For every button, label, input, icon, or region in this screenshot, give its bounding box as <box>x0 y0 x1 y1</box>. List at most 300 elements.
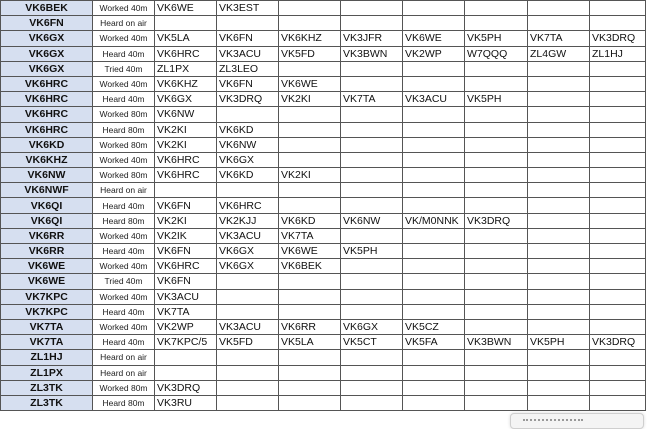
status-cell: Worked 40m <box>93 228 155 243</box>
contact-cell: VK/M0NNK <box>403 213 465 228</box>
status-cell: Worked 80m <box>93 137 155 152</box>
callsign-cell: VK6FN <box>1 16 93 31</box>
contact-cell <box>465 168 528 183</box>
contact-cell <box>403 168 465 183</box>
contact-cell: VK2KI <box>155 122 217 137</box>
callsign-cell: VK6KHZ <box>1 152 93 167</box>
contact-cell <box>279 137 341 152</box>
table-row <box>1 319 646 334</box>
table-row <box>1 213 646 228</box>
contact-cell <box>590 395 646 410</box>
table-row <box>1 380 646 395</box>
contact-cell <box>279 16 341 31</box>
contact-cell: VK6FN <box>155 244 217 259</box>
contact-cell: VK3BWN <box>341 46 403 61</box>
callsign-cell: VK6NWF <box>1 183 93 198</box>
contact-cell: VK3RU <box>155 395 217 410</box>
contact-cell <box>528 61 590 76</box>
contact-cell <box>341 137 403 152</box>
table-row <box>1 16 646 31</box>
contact-cell: VK3BWN <box>465 335 528 350</box>
callsign-cell: VK6BEK <box>1 1 93 16</box>
status-cell: Tried 40m <box>93 61 155 76</box>
contact-cell: W7QQQ <box>465 46 528 61</box>
contact-cell: VK6HRC <box>155 152 217 167</box>
callsign-cell: VK6RR <box>1 244 93 259</box>
contact-cell <box>528 92 590 107</box>
contact-cell: VK5PH <box>465 92 528 107</box>
contact-cell <box>217 304 279 319</box>
contact-cell <box>341 198 403 213</box>
table-row <box>1 31 646 46</box>
contact-cell: VK5CT <box>341 335 403 350</box>
contact-cell <box>279 380 341 395</box>
contact-cell: VK5FD <box>279 46 341 61</box>
contact-cell <box>217 350 279 365</box>
contact-cell <box>341 274 403 289</box>
table-row <box>1 76 646 91</box>
contact-cell <box>341 380 403 395</box>
contact-cell <box>279 274 341 289</box>
contact-cell <box>465 395 528 410</box>
contact-cell: VK2IK <box>155 228 217 243</box>
contact-cell <box>590 183 646 198</box>
contact-log-body <box>1 1 646 411</box>
contact-cell <box>528 365 590 380</box>
callsign-cell: VK6HRC <box>1 92 93 107</box>
callsign-cell: VK6HRC <box>1 76 93 91</box>
scrollbar-handle[interactable] <box>510 413 644 429</box>
status-cell: Worked 40m <box>93 289 155 304</box>
contact-cell: VK3JFR <box>341 31 403 46</box>
contact-cell: VK3ACU <box>403 92 465 107</box>
contact-cell <box>341 304 403 319</box>
table-row <box>1 350 646 365</box>
contact-cell <box>279 289 341 304</box>
contact-cell <box>465 365 528 380</box>
contact-cell <box>528 152 590 167</box>
table-row <box>1 228 646 243</box>
callsign-cell: ZL1PX <box>1 365 93 380</box>
contact-cell <box>279 304 341 319</box>
contact-cell <box>341 228 403 243</box>
contact-cell <box>279 350 341 365</box>
contact-cell <box>590 365 646 380</box>
contact-cell: VK6WE <box>403 31 465 46</box>
contact-cell <box>465 1 528 16</box>
contact-cell <box>341 350 403 365</box>
contact-cell <box>465 183 528 198</box>
contact-cell <box>590 213 646 228</box>
contact-cell <box>465 16 528 31</box>
contact-cell <box>217 289 279 304</box>
status-cell: Worked 40m <box>93 259 155 274</box>
contact-cell <box>590 350 646 365</box>
contact-cell <box>403 274 465 289</box>
contact-cell <box>528 380 590 395</box>
table-row <box>1 304 646 319</box>
callsign-cell: ZL3TK <box>1 395 93 410</box>
contact-cell <box>279 365 341 380</box>
table-row <box>1 168 646 183</box>
contact-cell: VK7TA <box>279 228 341 243</box>
contact-cell <box>403 365 465 380</box>
table-row <box>1 137 646 152</box>
contact-cell <box>341 183 403 198</box>
contact-cell <box>465 76 528 91</box>
contact-cell <box>528 274 590 289</box>
contact-cell <box>341 289 403 304</box>
callsign-cell: VK6NW <box>1 168 93 183</box>
table-row <box>1 365 646 380</box>
contact-cell: VK2KI <box>155 137 217 152</box>
contact-cell <box>465 228 528 243</box>
contact-cell: VK6KD <box>217 122 279 137</box>
status-cell: Heard 80m <box>93 213 155 228</box>
contact-cell <box>590 122 646 137</box>
contact-cell <box>465 289 528 304</box>
contact-cell: VK6FN <box>217 31 279 46</box>
contact-cell <box>217 274 279 289</box>
contact-cell: VK6GX <box>341 319 403 334</box>
contact-cell: VK7TA <box>155 304 217 319</box>
callsign-cell: VK6GX <box>1 61 93 76</box>
contact-cell: VK3ACU <box>217 228 279 243</box>
contact-cell <box>341 259 403 274</box>
contact-cell: VK6NW <box>155 107 217 122</box>
contact-cell <box>403 152 465 167</box>
contact-cell <box>590 16 646 31</box>
contact-cell <box>528 168 590 183</box>
callsign-cell: VK6HRC <box>1 107 93 122</box>
contact-cell <box>403 61 465 76</box>
contact-cell: VK6HRC <box>155 46 217 61</box>
status-cell: Heard 40m <box>93 198 155 213</box>
contact-cell <box>528 198 590 213</box>
contact-cell: VK2KI <box>155 213 217 228</box>
callsign-cell: VK6HRC <box>1 122 93 137</box>
contact-cell <box>590 259 646 274</box>
contact-cell <box>341 395 403 410</box>
callsign-cell: VK7KPC <box>1 289 93 304</box>
contact-cell: ZL1HJ <box>590 46 646 61</box>
status-cell: Heard 40m <box>93 304 155 319</box>
table-row <box>1 289 646 304</box>
contact-cell: VK3ACU <box>155 289 217 304</box>
contact-cell <box>528 183 590 198</box>
contact-cell: ZL4GW <box>528 46 590 61</box>
contact-cell <box>341 1 403 16</box>
contact-cell: ZL1PX <box>155 61 217 76</box>
contact-cell <box>465 152 528 167</box>
callsign-cell: ZL3TK <box>1 380 93 395</box>
contact-cell <box>403 304 465 319</box>
status-cell: Heard on air <box>93 365 155 380</box>
contact-cell <box>465 380 528 395</box>
contact-cell: VK3DRQ <box>155 380 217 395</box>
contact-cell <box>465 319 528 334</box>
contact-cell <box>403 395 465 410</box>
contact-cell: VK6NW <box>217 137 279 152</box>
contact-cell <box>465 137 528 152</box>
status-cell: Worked 40m <box>93 31 155 46</box>
contact-cell <box>590 319 646 334</box>
contact-cell <box>403 122 465 137</box>
contact-cell <box>590 198 646 213</box>
contact-cell <box>528 319 590 334</box>
contact-cell <box>217 365 279 380</box>
contact-cell <box>403 380 465 395</box>
contact-cell <box>590 1 646 16</box>
contact-cell <box>279 395 341 410</box>
contact-cell: VK2KJJ <box>217 213 279 228</box>
contact-cell <box>341 16 403 31</box>
table-row <box>1 107 646 122</box>
contact-cell <box>279 183 341 198</box>
contact-cell <box>590 274 646 289</box>
contact-cell: VK5FA <box>403 335 465 350</box>
callsign-cell: VK7TA <box>1 335 93 350</box>
contact-cell: VK6RR <box>279 319 341 334</box>
contact-cell <box>279 152 341 167</box>
status-cell: Heard 40m <box>93 244 155 259</box>
contact-cell <box>279 122 341 137</box>
contact-cell: VK6FN <box>217 76 279 91</box>
contact-cell <box>465 107 528 122</box>
contact-cell: VK3DRQ <box>465 213 528 228</box>
contact-cell <box>403 1 465 16</box>
callsign-cell: VK6QI <box>1 213 93 228</box>
contact-cell <box>528 304 590 319</box>
status-cell: Heard 80m <box>93 395 155 410</box>
contact-cell: VK6HRC <box>155 168 217 183</box>
contact-cell: VK6KD <box>217 168 279 183</box>
status-cell: Heard on air <box>93 183 155 198</box>
table-row <box>1 335 646 350</box>
contact-cell: VK2WP <box>403 46 465 61</box>
contact-cell <box>590 107 646 122</box>
contact-cell <box>155 183 217 198</box>
table-row <box>1 395 646 410</box>
contact-cell: VK6KHZ <box>279 31 341 46</box>
contact-cell: VK3DRQ <box>590 31 646 46</box>
contact-cell <box>590 152 646 167</box>
contact-cell <box>403 76 465 91</box>
contact-cell: VK6WE <box>155 1 217 16</box>
contact-cell: VK6KD <box>279 213 341 228</box>
contact-cell <box>465 259 528 274</box>
contact-cell: VK3ACU <box>217 46 279 61</box>
status-cell: Heard on air <box>93 16 155 31</box>
contact-cell <box>341 152 403 167</box>
status-cell: Worked 40m <box>93 319 155 334</box>
contact-cell: VK6BEK <box>279 259 341 274</box>
contact-cell: VK3DRQ <box>590 335 646 350</box>
status-cell: Worked 80m <box>93 168 155 183</box>
contact-cell <box>528 244 590 259</box>
status-cell: Worked 40m <box>93 152 155 167</box>
table-row <box>1 122 646 137</box>
contact-cell: VK3ACU <box>217 319 279 334</box>
contact-cell <box>590 244 646 259</box>
table-row <box>1 1 646 16</box>
callsign-cell: VK7KPC <box>1 304 93 319</box>
contact-cell <box>590 137 646 152</box>
contact-cell <box>528 122 590 137</box>
status-cell: Worked 80m <box>93 107 155 122</box>
contact-cell <box>465 198 528 213</box>
contact-cell <box>590 76 646 91</box>
contact-cell <box>528 395 590 410</box>
contact-cell <box>403 137 465 152</box>
contact-cell <box>155 350 217 365</box>
contact-cell <box>403 183 465 198</box>
callsign-cell: VK7TA <box>1 319 93 334</box>
contact-cell <box>403 228 465 243</box>
contact-cell <box>403 289 465 304</box>
callsign-cell: VK6KD <box>1 137 93 152</box>
callsign-cell: ZL1HJ <box>1 350 93 365</box>
contact-cell <box>341 168 403 183</box>
contact-cell <box>528 107 590 122</box>
contact-cell: VK6GX <box>217 244 279 259</box>
contact-cell <box>403 198 465 213</box>
table-row <box>1 198 646 213</box>
contact-cell: VK2KI <box>279 168 341 183</box>
contact-cell: VK6NW <box>341 213 403 228</box>
contact-cell: VK6FN <box>155 274 217 289</box>
contact-cell: VK5PH <box>528 335 590 350</box>
contact-cell <box>528 228 590 243</box>
table-row <box>1 61 646 76</box>
contact-cell <box>217 107 279 122</box>
contact-cell <box>528 76 590 91</box>
status-cell: Worked 40m <box>93 76 155 91</box>
contact-cell <box>341 365 403 380</box>
contact-cell: VK5LA <box>279 335 341 350</box>
contact-cell <box>465 244 528 259</box>
table-row <box>1 274 646 289</box>
contact-cell: VK6HRC <box>217 198 279 213</box>
callsign-cell: VK6RR <box>1 228 93 243</box>
grip-icon <box>523 419 583 423</box>
contact-cell <box>217 395 279 410</box>
contact-cell: VK3EST <box>217 1 279 16</box>
contact-cell <box>465 274 528 289</box>
contact-cell: ZL3LEO <box>217 61 279 76</box>
contact-cell <box>403 259 465 274</box>
contact-cell <box>279 61 341 76</box>
contact-cell: VK5PH <box>465 31 528 46</box>
status-cell: Heard 40m <box>93 92 155 107</box>
contact-cell: VK6WE <box>279 76 341 91</box>
contact-cell <box>590 380 646 395</box>
contact-cell <box>217 380 279 395</box>
contact-cell <box>403 107 465 122</box>
table-row <box>1 92 646 107</box>
contact-cell: VK5LA <box>155 31 217 46</box>
contact-cell: VK7TA <box>528 31 590 46</box>
contact-cell: VK6GX <box>155 92 217 107</box>
contact-cell <box>279 198 341 213</box>
contact-cell <box>217 16 279 31</box>
contact-cell <box>403 350 465 365</box>
contact-cell <box>341 107 403 122</box>
table-row <box>1 183 646 198</box>
contact-cell <box>465 122 528 137</box>
callsign-cell: VK6GX <box>1 31 93 46</box>
status-cell: Heard 80m <box>93 122 155 137</box>
contact-cell <box>279 107 341 122</box>
contact-cell: VK6GX <box>217 152 279 167</box>
contact-cell: VK5FD <box>217 335 279 350</box>
contact-cell: VK5CZ <box>403 319 465 334</box>
contact-cell <box>528 1 590 16</box>
contact-cell: VK2KI <box>279 92 341 107</box>
contact-cell <box>590 289 646 304</box>
contact-cell <box>341 76 403 91</box>
status-cell: Heard 40m <box>93 46 155 61</box>
contact-cell <box>403 16 465 31</box>
contact-cell <box>528 350 590 365</box>
contact-cell: VK7KPC/5 <box>155 335 217 350</box>
table-row <box>1 46 646 61</box>
contact-cell <box>528 16 590 31</box>
contact-cell: VK7TA <box>341 92 403 107</box>
contact-cell <box>590 304 646 319</box>
contact-cell <box>528 137 590 152</box>
callsign-cell: VK6GX <box>1 46 93 61</box>
contact-cell: VK5PH <box>341 244 403 259</box>
contact-cell <box>528 289 590 304</box>
contact-cell: VK3DRQ <box>217 92 279 107</box>
contact-cell: VK6GX <box>217 259 279 274</box>
status-cell: Worked 40m <box>93 1 155 16</box>
contact-cell <box>465 61 528 76</box>
contact-cell: VK2WP <box>155 319 217 334</box>
contact-cell <box>155 365 217 380</box>
contact-cell <box>528 259 590 274</box>
contact-cell: VK6WE <box>279 244 341 259</box>
contact-cell <box>279 1 341 16</box>
contact-cell: VK6KHZ <box>155 76 217 91</box>
callsign-cell: VK6WE <box>1 274 93 289</box>
contact-cell <box>341 122 403 137</box>
contact-cell <box>590 61 646 76</box>
contact-cell: VK6FN <box>155 198 217 213</box>
contact-cell <box>590 228 646 243</box>
contact-cell <box>590 92 646 107</box>
contact-cell <box>403 244 465 259</box>
status-cell: Tried 40m <box>93 274 155 289</box>
contact-cell <box>465 350 528 365</box>
table-row <box>1 152 646 167</box>
contact-cell <box>590 168 646 183</box>
callsign-cell: VK6QI <box>1 198 93 213</box>
contact-cell: VK6HRC <box>155 259 217 274</box>
callsign-cell: VK6WE <box>1 259 93 274</box>
status-cell: Heard 40m <box>93 335 155 350</box>
status-cell: Heard on air <box>93 350 155 365</box>
table-row <box>1 244 646 259</box>
contact-cell <box>528 213 590 228</box>
table-row <box>1 259 646 274</box>
contact-cell <box>155 16 217 31</box>
contact-cell <box>217 183 279 198</box>
contact-cell <box>465 304 528 319</box>
contact-cell <box>341 61 403 76</box>
status-cell: Worked 80m <box>93 380 155 395</box>
